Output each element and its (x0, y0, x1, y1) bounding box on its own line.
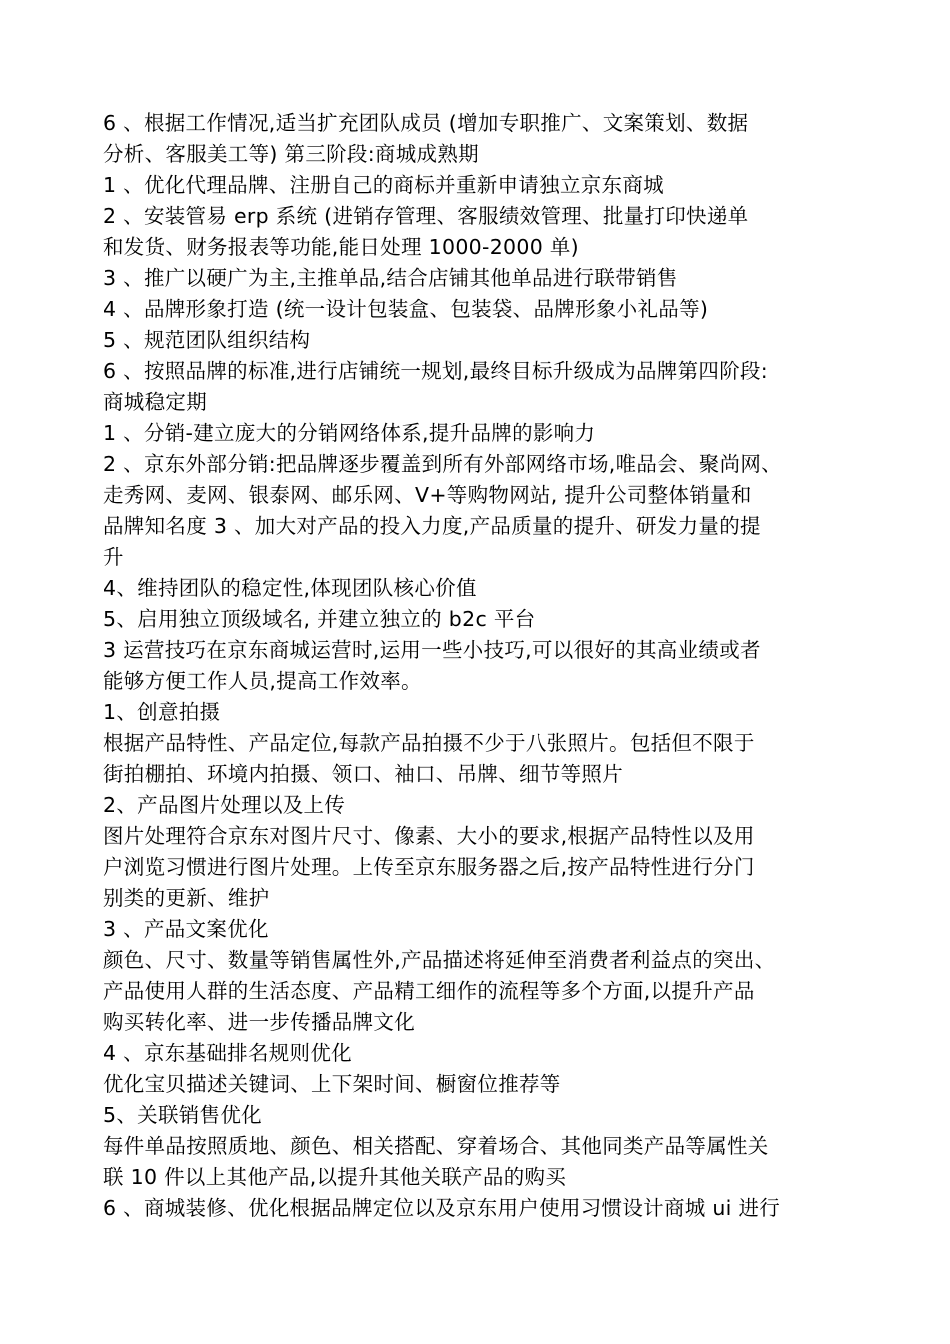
text-line: 别类的更新、维护 (103, 886, 270, 910)
text-line: 图片处理符合京东对图片尺寸、像素、大小的要求,根据产品特性以及用 (103, 824, 755, 848)
text-line: 能够方便工作人员,提高工作效率。 (103, 669, 422, 693)
text-line: 5、启用独立顶级域名, 并建立独立的 b2c 平台 (103, 607, 536, 631)
text-line: 和发货、财务报表等功能,能日处理 1000-2000 单) (103, 235, 579, 259)
text-line: 分析、客服美工等) 第三阶段:商城成熟期 (103, 142, 479, 166)
text-line: 2 、安装管易 erp 系统 (进销存管理、客服绩效管理、批量打印快递单 (103, 204, 749, 228)
text-line: 产品使用人群的生活态度、产品精工细作的流程等多个方面,以提升产品 (103, 979, 755, 1003)
text-line: 户浏览习惯进行图片处理。上传至京东服务器之后,按产品特性进行分门 (103, 855, 755, 879)
text-line: 6 、按照品牌的标准,进行店铺统一规划,最终目标升级成为品牌第四阶段: (103, 359, 768, 383)
text-line: 商城稳定期 (103, 390, 207, 414)
text-line: 3 、产品文案优化 (103, 917, 269, 941)
text-line: 5、关联销售优化 (103, 1103, 262, 1127)
text-line: 走秀网、麦网、银泰网、邮乐网、V+等购物网站, 提升公司整体销量和 (103, 483, 752, 507)
text-line: 升 (103, 545, 124, 569)
text-line: 4、维持团队的稳定性,体现团队核心价值 (103, 576, 477, 600)
text-line: 购买转化率、进一步传播品牌文化 (103, 1010, 415, 1034)
text-line: 颜色、尺寸、数量等销售属性外,产品描述将延伸至消费者利益点的突出、 (103, 948, 776, 972)
text-line: 4 、京东基础排名规则优化 (103, 1041, 352, 1065)
text-line: 街拍棚拍、环境内拍摄、领口、袖口、吊牌、细节等照片 (103, 762, 623, 786)
text-line: 品牌知名度 3 、加大对产品的投入力度,产品质量的提升、研发力量的提 (103, 514, 761, 538)
text-line: 3 、推广以硬广为主,主推单品,结合店铺其他单品进行联带销售 (103, 266, 678, 290)
text-line: 每件单品按照质地、颜色、相关搭配、穿着场合、其他同类产品等属性关 (103, 1134, 769, 1158)
text-line: 6 、商城装修、优化根据品牌定位以及京东用户使用习惯设计商城 ui 进行 (103, 1196, 781, 1220)
text-line: 1、创意拍摄 (103, 700, 221, 724)
text-line: 1 、优化代理品牌、注册自己的商标并重新申请独立京东商城 (103, 173, 664, 197)
text-line: 5 、规范团队组织结构 (103, 328, 311, 352)
text-line: 4 、品牌形象打造 (统一设计包装盒、包装袋、品牌形象小礼品等) (103, 297, 709, 321)
text-line: 6 、根据工作情况,适当扩充团队成员 (增加专职推广、文案策划、数据 (103, 111, 749, 135)
text-line: 根据产品特性、产品定位,每款产品拍摄不少于八张照片。包括但不限于 (103, 731, 755, 755)
text-line: 联 10 件以上其他产品,以提升其他关联产品的购买 (103, 1165, 567, 1189)
text-line: 2、产品图片处理以及上传 (103, 793, 346, 817)
text-line: 3 运营技巧在京东商城运营时,运用一些小技巧,可以很好的其高业绩或者 (103, 638, 761, 662)
text-line: 优化宝贝描述关键词、上下架时间、橱窗位推荐等 (103, 1072, 561, 1096)
document-body (103, 108, 873, 1224)
text-line: 2 、京东外部分销:把品牌逐步覆盖到所有外部网络市场,唯品会、聚尚网、 (103, 452, 782, 476)
text-line: 1 、分销-建立庞大的分销网络体系,提升品牌的影响力 (103, 421, 596, 445)
